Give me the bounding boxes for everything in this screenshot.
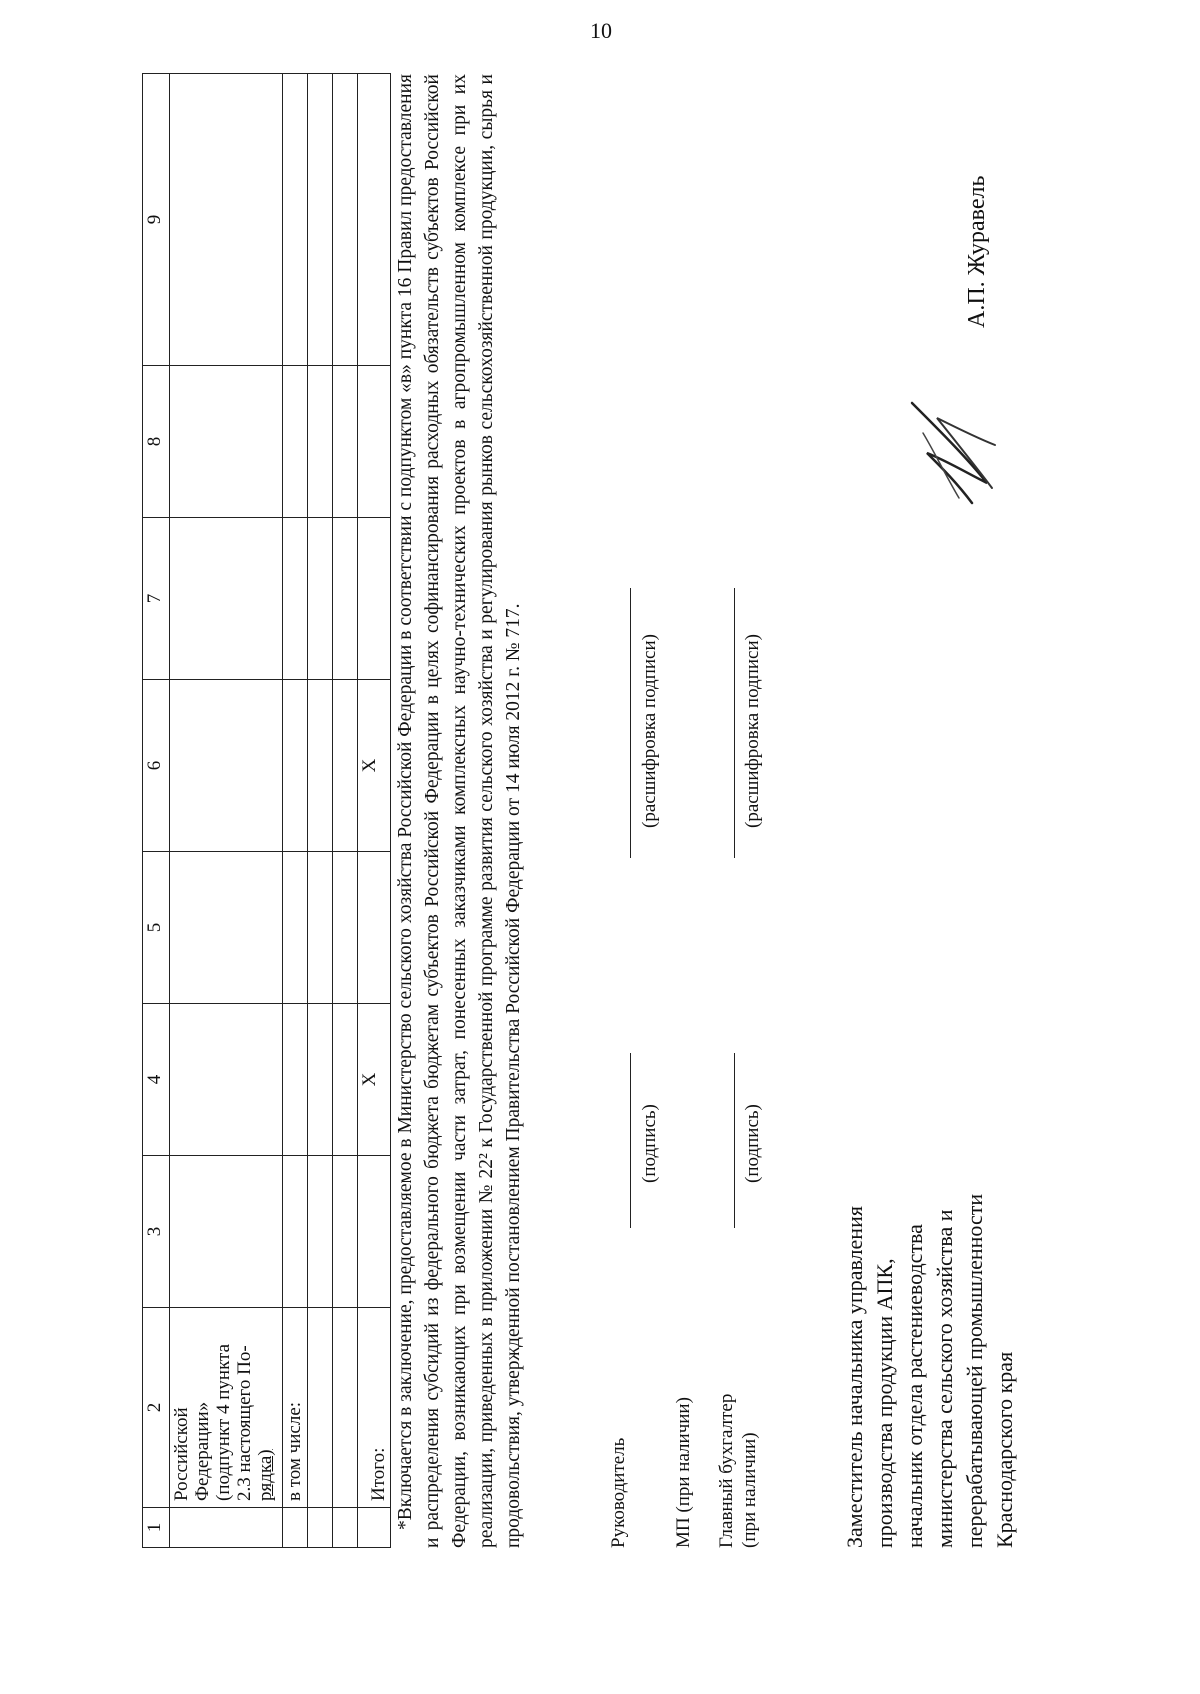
table-cell [358,852,391,1004]
accountant-label: Главный бухгалтер [716,1393,737,1548]
cell-line: Российской [171,1407,192,1501]
decoding-caption: (расшифровка подписи) [742,634,763,828]
table-cell [308,74,333,366]
table-cell [333,1156,358,1308]
deputy-title-line: начальник отдела растениеводства [902,1224,927,1548]
table-cell-description [170,1308,283,1508]
table-cell [308,1308,333,1508]
table-cell [283,1156,308,1308]
table-cell [358,1508,391,1548]
table-header-cell: 5 [143,852,170,1004]
table-cell [283,852,308,1004]
footnote: *Включается в заключение, предоставляемое в Министерство сельского хозяйства Российской Федерации в соответствии с подпунктом «в» пункта 16 Правил предоставления и распределения субсидий из федерального бюджета бюджетам субъектов Российской Федерации в целях софинансирования расходных обязательств субъектов Российской Федерации, возникающих при возмещении части затрат, понесенных заказчиками комплексных научно-технических проектов в агропромышленном комплексе при их реализации, приведенных в приложении № 22² к Государственной программе развития сельского хозяйства и регулирования рынков сельскохозяйственной продукции, сырья и продовольствия, утвержденной постановлением Правительства Российской Федерации от 14 июля 2012 г. № 717. [395,74,524,1548]
table-cell-x: Х [358,680,391,852]
cell-line: Федерации» [192,1401,213,1501]
table-row [170,74,283,1548]
table-cell [308,680,333,852]
deputy-title-line: перерабатывающей промышленности [962,1193,987,1548]
table-cell [170,1508,283,1548]
table-cell [333,1308,358,1508]
table-header-cell: 8 [143,366,170,518]
table-cell [283,518,308,680]
table-cell [283,74,308,366]
handwritten-signature [897,383,1007,513]
head-decoding-line [630,588,631,858]
table-cell [283,1508,308,1548]
table-cell [170,680,283,852]
cell-line: 2.3 настоящего По- [234,1345,255,1501]
table-row [283,74,308,1548]
table-cell [308,1156,333,1308]
table-cell [308,366,333,518]
deputy-title-line: Заместитель начальника управления [842,1206,867,1548]
deputy-name: А.П. Журавель [964,175,990,328]
table-header-cell: 2 [143,1308,170,1508]
table-cell [308,852,333,1004]
table-cell [333,680,358,852]
cell-line: (подпункт 4 пункта [213,1343,234,1501]
table-header-row [143,74,170,1548]
table-header-cell: 3 [143,1156,170,1308]
table-row [333,74,358,1548]
table-header-cell: 6 [143,680,170,852]
table-cell [170,74,283,366]
table-cell [308,518,333,680]
table-cell [283,1004,308,1156]
table-cell [333,1004,358,1156]
signature-caption: (подпись) [639,1104,660,1183]
table-cell [333,852,358,1004]
table-header-cell: 1 [143,1508,170,1548]
table-header-cell: 7 [143,518,170,680]
table-cell [333,366,358,518]
cell-line: рядка) [255,1449,276,1501]
table-cell [333,518,358,680]
table-cell [283,366,308,518]
signature-caption: (подпись) [742,1104,763,1183]
table-cell [170,1156,283,1308]
table-cell [283,680,308,852]
page-number: 10 [590,18,612,43]
table-cell [170,852,283,1004]
accountant-label-note: (при наличии) [739,1432,760,1548]
table-cell [358,74,391,366]
form-table [142,73,391,1548]
deputy-title-line: министерства сельского хозяйства и [932,1209,957,1548]
table-cell-vtom: в том числе: [283,1308,308,1508]
deputy-title-line: Краснодарского края [992,1351,1017,1548]
table-cell [308,1004,333,1156]
table-cell [333,74,358,366]
table-header-cell: 4 [143,1004,170,1156]
accountant-signature-line [734,1053,735,1228]
table-cell [170,518,283,680]
accountant-decoding-line [734,588,735,858]
head-label: Руководитель [608,1437,629,1548]
table-row-total [358,74,391,1548]
mp-label: МП (при наличии) [673,1397,694,1548]
table-cell [333,1508,358,1548]
deputy-title [840,888,1020,1548]
table-cell-itogo: Итого: [358,1308,391,1508]
table-row [308,74,333,1548]
table-cell [308,1508,333,1548]
deputy-title-line: производства продукции АПК, [872,1258,897,1548]
rotated-content [142,74,1062,1548]
table-cell [170,1004,283,1156]
table-cell [358,518,391,680]
table-cell-x: Х [358,1004,391,1156]
table-cell [358,1156,391,1308]
decoding-caption: (расшифровка подписи) [639,634,660,828]
table-cell [170,366,283,518]
head-signature-line [630,1053,631,1228]
table-cell [358,366,391,518]
table-header-cell: 9 [143,74,170,366]
